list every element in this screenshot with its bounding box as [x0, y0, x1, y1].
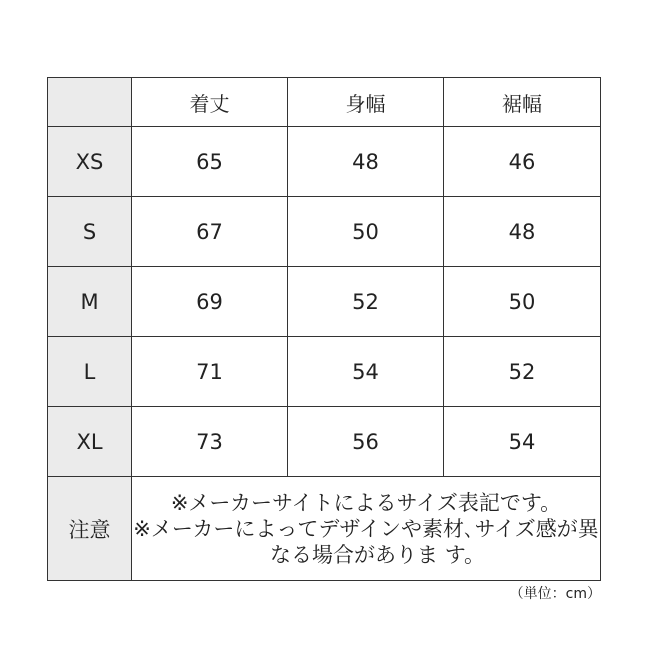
note-body	[132, 477, 601, 581]
hem-width-value: 46	[444, 127, 601, 197]
hem-width-value: 50	[444, 267, 601, 337]
note-label: 注意	[48, 477, 132, 581]
size-chart-table	[47, 77, 601, 581]
length-value: 69	[132, 267, 288, 337]
size-label: XS	[48, 127, 132, 197]
width-value: 48	[288, 127, 444, 197]
hem-width-value: 54	[444, 407, 601, 477]
corner-cell	[48, 78, 132, 127]
unit-label: （単位：cm）	[509, 586, 601, 602]
width-value: 52	[288, 267, 444, 337]
table-row	[48, 127, 601, 197]
table-row	[48, 337, 601, 407]
note-line-size-notation: ※メーカーサイトによるサイズ表記です。	[170, 490, 562, 515]
table-row	[48, 267, 601, 337]
size-label: M	[48, 267, 132, 337]
hem-width-value: 48	[444, 197, 601, 267]
hem-width-value: 52	[444, 337, 601, 407]
length-value: 67	[132, 197, 288, 267]
table-row	[48, 407, 601, 477]
length-value: 73	[132, 407, 288, 477]
column-header-length: 着丈	[132, 78, 288, 127]
column-header-hem-width: 裾幅	[444, 78, 601, 127]
table-header-row	[48, 78, 601, 127]
width-value: 54	[288, 337, 444, 407]
note-row	[48, 477, 601, 581]
size-label: S	[48, 197, 132, 267]
size-label: L	[48, 337, 132, 407]
size-label: XL	[48, 407, 132, 477]
length-value: 65	[132, 127, 288, 197]
note-line-design-variance: ※メーカーによってデザインや素材､サイズ感が異なる場合がありま す。	[133, 516, 599, 567]
width-value: 50	[288, 197, 444, 267]
table-row	[48, 197, 601, 267]
width-value: 56	[288, 407, 444, 477]
column-header-width: 身幅	[288, 78, 444, 127]
length-value: 71	[132, 337, 288, 407]
